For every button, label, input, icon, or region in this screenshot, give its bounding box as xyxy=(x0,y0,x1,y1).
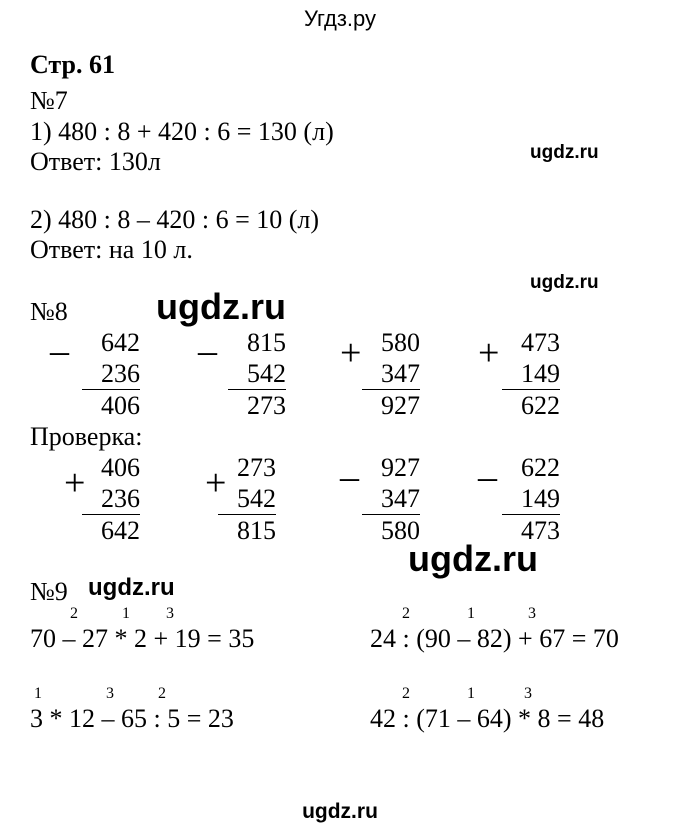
ex8-col1-r: 406 xyxy=(101,391,140,420)
ex9-e2-order-1: 2 xyxy=(402,605,410,622)
ex8-check2-r: 815 xyxy=(237,516,276,545)
ex9-e3-order-1: 1 xyxy=(34,685,42,702)
ex8-col3-r: 927 xyxy=(381,391,420,420)
ex8-check4-a: 622 xyxy=(521,453,560,482)
ex9-e4-order-2: 1 xyxy=(467,685,475,702)
site-header: Угдз.ру xyxy=(303,6,377,31)
ex9-expr-3: 3 * 12 – 65 : 5 = 23 xyxy=(30,704,234,733)
ex8-title: №8 xyxy=(30,297,68,326)
footer-watermark: ugdz.ru xyxy=(302,800,378,823)
ex7-title: №7 xyxy=(30,86,68,115)
ex8-col2-sign: – xyxy=(198,330,217,372)
ex8-check3 xyxy=(362,452,420,546)
ex8-check4-r: 473 xyxy=(521,516,560,545)
ex8-check3-b: 347 xyxy=(362,483,420,515)
ex8-check-label: Проверка: xyxy=(30,422,143,451)
ex8-check1-r: 642 xyxy=(101,516,140,545)
ex8-check2-sign: + xyxy=(205,462,227,504)
watermark-1: ugdz.ru xyxy=(530,142,599,163)
ex7-line2: 2) 480 : 8 – 420 : 6 = 10 (л) xyxy=(30,205,320,234)
ex8-check1-sign: + xyxy=(64,462,86,504)
ex8-check2-b: 542 xyxy=(218,483,276,515)
ex8-col1-a: 642 xyxy=(101,328,140,357)
ex8-col1 xyxy=(82,327,140,421)
watermark-4: ugdz.ru xyxy=(408,538,538,579)
ex8-check2 xyxy=(218,452,276,546)
ex7-answer2: Ответ: на 10 л. xyxy=(30,235,193,264)
ex8-col3-sign: + xyxy=(340,332,362,374)
ex7-answer1: Ответ: 130л xyxy=(30,147,161,176)
ex8-col4-b: 149 xyxy=(502,358,560,390)
watermark-5: ugdz.ru xyxy=(88,574,175,601)
ex9-e2-order-3: 3 xyxy=(528,605,536,622)
ex9-title: №9 xyxy=(30,577,68,606)
ex8-check1-b: 236 xyxy=(82,483,140,515)
ex9-expr-2: 24 : (90 – 82) + 67 = 70 xyxy=(370,624,619,653)
ex8-check1 xyxy=(82,452,140,546)
ex9-e1-order-1: 2 xyxy=(70,605,78,622)
ex8-col3-a: 580 xyxy=(381,328,420,357)
ex8-col3 xyxy=(362,327,420,421)
watermark-3: ugdz.ru xyxy=(156,286,286,327)
ex8-col1-sign: – xyxy=(50,330,69,372)
ex8-check3-r: 580 xyxy=(381,516,420,545)
ex8-col2 xyxy=(228,327,286,421)
ex9-e2-order-2: 1 xyxy=(467,605,475,622)
ex8-check4-sign: – xyxy=(478,456,497,498)
ex8-col1-b: 236 xyxy=(82,358,140,390)
page-label: Стр. 61 xyxy=(30,50,115,79)
ex8-col2-a: 815 xyxy=(247,328,286,357)
ex9-e3-order-3: 2 xyxy=(158,685,166,702)
ex9-e3-order-2: 3 xyxy=(106,685,114,702)
ex8-col2-r: 273 xyxy=(247,391,286,420)
ex8-col4 xyxy=(502,327,560,421)
ex8-col4-sign: + xyxy=(478,332,500,374)
watermark-2: ugdz.ru xyxy=(530,272,599,293)
ex8-col4-r: 622 xyxy=(521,391,560,420)
ex9-e1-order-3: 3 xyxy=(166,605,174,622)
ex8-check1-a: 406 xyxy=(101,453,140,482)
ex8-check2-a: 273 xyxy=(237,453,276,482)
ex8-col4-a: 473 xyxy=(521,328,560,357)
ex8-check4-b: 149 xyxy=(502,483,560,515)
ex8-check3-sign: – xyxy=(340,456,359,498)
ex8-col2-b: 542 xyxy=(228,358,286,390)
ex8-check3-a: 927 xyxy=(381,453,420,482)
ex8-col3-b: 347 xyxy=(362,358,420,390)
ex9-e1-order-2: 1 xyxy=(122,605,130,622)
ex9-expr-1: 70 – 27 * 2 + 19 = 35 xyxy=(30,624,255,653)
ex9-e4-order-1: 2 xyxy=(402,685,410,702)
ex9-e4-order-3: 3 xyxy=(524,685,532,702)
ex8-check4 xyxy=(502,452,560,546)
ex9-expr-4: 42 : (71 – 64) * 8 = 48 xyxy=(370,704,605,733)
ex7-line1: 1) 480 : 8 + 420 : 6 = 130 (л) xyxy=(30,117,334,146)
